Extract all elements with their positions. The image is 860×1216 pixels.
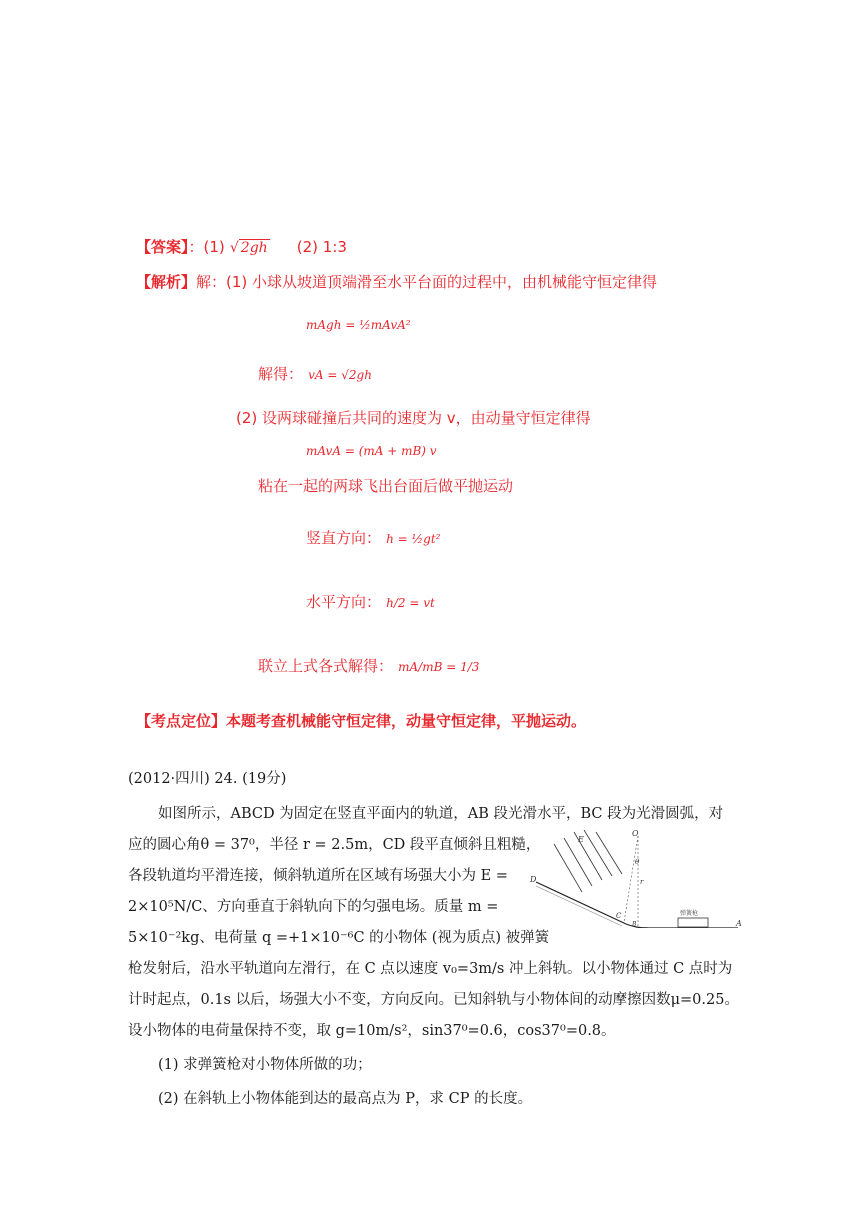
answer-part1-expr: √ 2gh: [229, 240, 268, 256]
answer-part1: ：(1): [188, 238, 225, 256]
keypoint-text: 本题考查机械能守恒定律，动量守恒定律，平抛运动。: [226, 712, 587, 730]
label-gun: 弹簧枪: [680, 910, 699, 917]
incline-cd-hatch: [536, 886, 622, 926]
label-e: E: [578, 835, 584, 844]
answer-label: 【答案】: [136, 238, 189, 256]
question-1: (1) 求弹簧枪对小物体所做的功；: [158, 1057, 372, 1073]
keypoint-label: 【考点定位】: [136, 712, 227, 730]
problem-line-1: 如图所示，ABCD 为固定在竖直平面内的轨道，AB 段光滑水平，BC 段为光滑圆弧，对: [158, 806, 724, 822]
analysis-intro-line: [136, 271, 657, 292]
horizontal-eq: h/2 = vt: [386, 596, 435, 610]
label-c: C: [616, 912, 622, 920]
problem-line-8: 设小物体的电荷量保持不变，取 g=10m/s²，sin37⁰=0.6，cos37⁰=0.8。: [128, 1023, 616, 1039]
analysis-label: 【解析】: [136, 273, 197, 291]
problem-header: (2012·四川) 24. (19分): [128, 771, 287, 787]
label-r: r: [640, 878, 644, 886]
flight-text: 粘在一起的两球飞出台面后做平抛运动: [258, 477, 514, 495]
combine-eq: mA/mB = 1/3: [398, 660, 480, 674]
equation-energy: mAgh = ½mAvA²: [306, 318, 411, 332]
label-a: A: [736, 919, 742, 928]
solve1-label: 解得：: [258, 365, 304, 383]
field-lines: [554, 830, 622, 892]
answer-part2: (2) 1:3: [296, 238, 347, 256]
part2-intro: (2) 设两球碰撞后共同的速度为 v，由动量守恒定律得: [236, 409, 591, 427]
label-b: B: [632, 921, 637, 928]
keypoint-line: [136, 710, 586, 731]
problem-line-7: 计时起点，0.1s 以后，场强大小不变，方向反向。已知斜轨与小物体间的动摩擦因数μ=0.25。: [128, 992, 739, 1008]
combine-label: 联立上式各式解得：: [258, 657, 394, 675]
horizontal-label: 水平方向：: [306, 593, 382, 611]
equation-momentum: mAvA = (mA + mB) v: [306, 444, 437, 458]
combine-line: [258, 655, 479, 676]
label-o: O: [632, 829, 639, 838]
label-d: D: [530, 875, 537, 884]
radius-oc: [624, 836, 638, 922]
incline-cd: [536, 882, 626, 924]
vertical-label: 竖直方向：: [306, 529, 382, 547]
solve1-line: [258, 363, 372, 384]
problem-line-3: 各段轨道均平滑连接，倾斜轨道所在区域有场强大小为 E =: [128, 868, 508, 884]
problem-line-2: 应的圆心角θ = 37⁰，半径 r = 2.5m，CD 段平直倾斜且粗糙，: [128, 837, 541, 853]
horizontal-line: [306, 591, 435, 612]
track-figure: [528, 828, 744, 928]
problem-line-4: 2×10⁵N/C、方向垂直于斜轨向下的匀强电场。质量 m =: [128, 899, 499, 915]
question-2: (2) 在斜轨上小物体能到达的最高点为 P，求 CP 的长度。: [158, 1091, 533, 1107]
vertical-eq: h = ½gt²: [386, 532, 441, 546]
problem-line-6: 枪发射后，沿水平轨道向左滑行，在 C 点以速度 v₀=3m/s 冲上斜轨。以小物体通过 C 点时为: [128, 961, 733, 977]
label-theta: θ: [635, 858, 640, 866]
problem-line-5: 5×10⁻²kg、电荷量 q =+1×10⁻⁶C 的小物体 (视为质点) 被弹簧: [128, 930, 550, 946]
solve1-eq: vA = √2gh: [308, 368, 372, 382]
analysis-intro: 解：(1) 小球从坡道顶端滑至水平台面的过程中，由机械能守恒定律得: [196, 273, 658, 291]
answer-line: [136, 236, 347, 257]
vertical-line: [306, 527, 440, 548]
spring-gun: [678, 918, 708, 927]
